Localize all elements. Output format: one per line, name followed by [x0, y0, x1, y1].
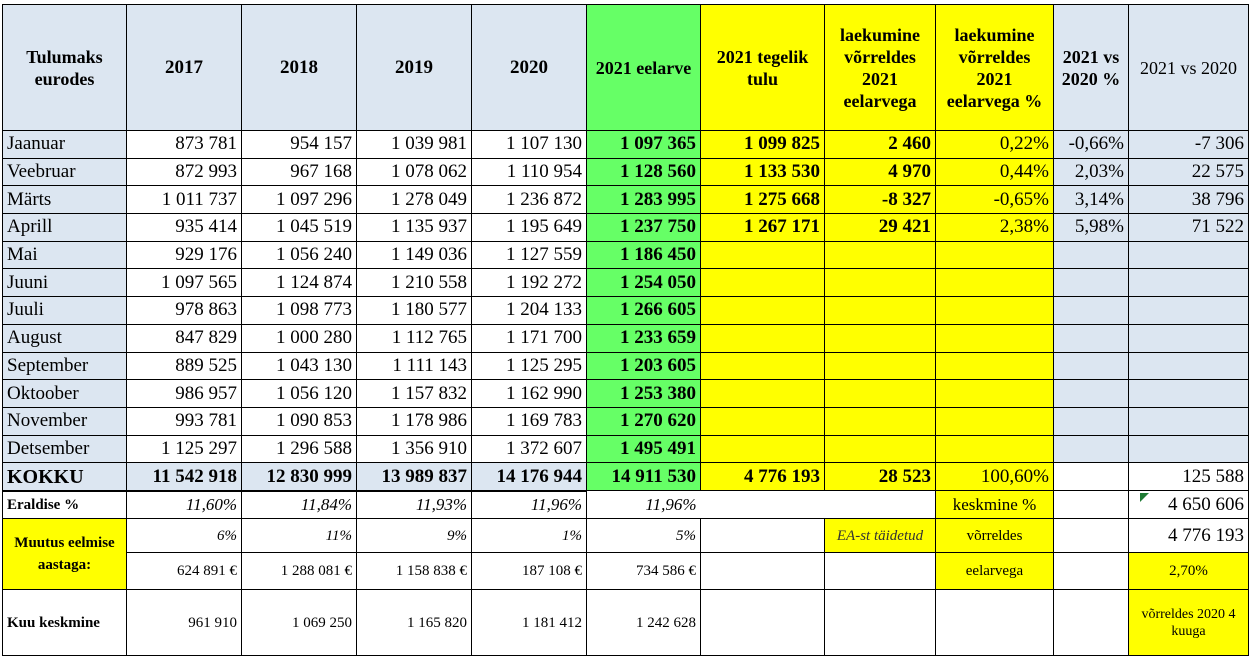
value-2019[interactable]: 1 149 036 — [357, 241, 472, 269]
value-2018[interactable]: 1 043 130 — [242, 352, 357, 380]
total-row — [3, 463, 1249, 491]
value-vs2020[interactable]: 38 796 — [1129, 186, 1249, 214]
value-2018[interactable]: 1 056 120 — [242, 380, 357, 408]
average-empty-2[interactable] — [825, 590, 936, 656]
average-budget[interactable]: 1 242 628 — [587, 590, 701, 656]
share-2018[interactable]: 11,84% — [242, 491, 357, 519]
value-2020[interactable]: 1 110 954 — [472, 158, 587, 186]
value-actual-2021[interactable] — [701, 269, 825, 297]
month-name[interactable]: Aprill — [3, 214, 127, 242]
average-2019[interactable]: 1 165 820 — [357, 590, 472, 656]
table-row — [3, 186, 1249, 214]
value-2017[interactable]: 847 829 — [127, 324, 242, 352]
value-2017[interactable]: 978 863 — [127, 297, 242, 325]
value-diff-pct[interactable]: 0,22% — [936, 131, 1054, 159]
share-row — [3, 491, 1249, 519]
value-vs2020-pct[interactable] — [1054, 241, 1129, 269]
value-actual-2021[interactable] — [701, 352, 825, 380]
value-vs2020[interactable] — [1129, 269, 1249, 297]
month-name[interactable]: Jaanuar — [3, 131, 127, 159]
header-budget-2021[interactable]: 2021 eelarve — [587, 5, 701, 131]
value-2020[interactable]: 1 169 783 — [472, 407, 587, 435]
value-diff[interactable] — [825, 297, 936, 325]
header-diff[interactable]: laekumine võrreldes 2021 eelarvega — [825, 5, 936, 131]
total-vs[interactable]: 125 588 — [1129, 463, 1249, 491]
avg-pct-label-3[interactable]: eelarvega — [936, 553, 1054, 590]
month-name[interactable]: September — [3, 352, 127, 380]
total-2018[interactable]: 12 830 999 — [242, 463, 357, 491]
change-pct-budget[interactable]: 5% — [587, 519, 701, 553]
value-2019[interactable]: 1 210 558 — [357, 269, 472, 297]
share-side-value[interactable]: 4 650 606 — [1129, 491, 1249, 519]
value-vs2020-pct[interactable] — [1054, 352, 1129, 380]
avg-pct-label-1[interactable]: keskmine % — [936, 491, 1054, 519]
value-2017[interactable]: 935 414 — [127, 214, 242, 242]
value-vs2020[interactable]: 71 522 — [1129, 214, 1249, 242]
table-row — [3, 158, 1249, 186]
share-empty-2[interactable] — [825, 491, 936, 519]
avg-pct-label-2[interactable]: võrreldes — [936, 519, 1054, 553]
value-diff[interactable]: 29 421 — [825, 214, 936, 242]
table-row — [3, 214, 1249, 242]
total-vs-pct[interactable] — [1054, 463, 1129, 491]
value-budget-2021[interactable]: 1 237 750 — [587, 214, 701, 242]
value-diff-pct[interactable] — [936, 407, 1054, 435]
value-2017[interactable]: 986 957 — [127, 380, 242, 408]
month-name[interactable]: Märts — [3, 186, 127, 214]
header-2018[interactable]: 2018 — [242, 5, 357, 131]
value-vs2020-pct[interactable]: -0,66% — [1054, 131, 1129, 159]
value-budget-2021[interactable]: 1 254 050 — [587, 269, 701, 297]
total-2017[interactable]: 11 542 918 — [127, 463, 242, 491]
value-budget-2021[interactable]: 1 266 605 — [587, 297, 701, 325]
value-2018[interactable]: 967 168 — [242, 158, 357, 186]
change-side-value[interactable]: 4 776 193 — [1129, 519, 1249, 553]
table-row — [3, 269, 1249, 297]
value-2020[interactable]: 1 125 295 — [472, 352, 587, 380]
value-actual-2021[interactable] — [701, 241, 825, 269]
value-vs2020-pct[interactable] — [1054, 269, 1129, 297]
value-vs2020-pct[interactable]: 3,14% — [1054, 186, 1129, 214]
value-actual-2021[interactable] — [701, 435, 825, 463]
value-vs2020-pct[interactable]: 5,98% — [1054, 214, 1129, 242]
value-2017[interactable]: 889 525 — [127, 352, 242, 380]
value-budget-2021[interactable]: 1 233 659 — [587, 324, 701, 352]
value-2019[interactable]: 1 135 937 — [357, 214, 472, 242]
value-vs2020-pct[interactable] — [1054, 380, 1129, 408]
change-eur-budget[interactable]: 734 586 € — [587, 553, 701, 590]
value-2019[interactable]: 1 178 986 — [357, 407, 472, 435]
value-vs2020[interactable]: 22 575 — [1129, 158, 1249, 186]
header-vs2020[interactable]: 2021 vs 2020 — [1129, 5, 1249, 131]
change-eur-2017[interactable]: 624 891 € — [127, 553, 242, 590]
value-diff[interactable] — [825, 407, 936, 435]
value-budget-2021[interactable]: 1 495 491 — [587, 435, 701, 463]
average-2020[interactable]: 1 181 412 — [472, 590, 587, 656]
value-2019[interactable]: 1 112 765 — [357, 324, 472, 352]
change-side-pct[interactable]: 2,70% — [1129, 553, 1249, 590]
value-vs2020[interactable] — [1129, 435, 1249, 463]
value-actual-2021[interactable] — [701, 297, 825, 325]
value-2018[interactable]: 1 296 588 — [242, 435, 357, 463]
average-empty-1[interactable] — [701, 590, 825, 656]
month-name[interactable]: August — [3, 324, 127, 352]
total-actual[interactable]: 4 776 193 — [701, 463, 825, 491]
change-empty-2[interactable] — [1054, 519, 1129, 553]
value-diff[interactable] — [825, 324, 936, 352]
average-2017[interactable]: 961 910 — [127, 590, 242, 656]
header-2019[interactable]: 2019 — [357, 5, 472, 131]
value-diff-pct[interactable] — [936, 297, 1054, 325]
header-label[interactable]: Tulumaks eurodes — [3, 5, 127, 131]
value-vs2020[interactable] — [1129, 241, 1249, 269]
change-pct-2020[interactable]: 1% — [472, 519, 587, 553]
comment-indicator-icon — [1140, 493, 1149, 502]
change-pct-row — [3, 519, 1249, 553]
change-empty-1[interactable] — [701, 519, 825, 553]
table-row — [3, 352, 1249, 380]
value-2019[interactable]: 1 278 049 — [357, 186, 472, 214]
value-2020[interactable]: 1 192 272 — [472, 269, 587, 297]
value-diff[interactable] — [825, 269, 936, 297]
value-vs2020-pct[interactable] — [1054, 324, 1129, 352]
value-diff[interactable] — [825, 241, 936, 269]
total-diff[interactable]: 28 523 — [825, 463, 936, 491]
month-name[interactable]: Mai — [3, 241, 127, 269]
value-diff[interactable]: -8 327 — [825, 186, 936, 214]
value-vs2020[interactable]: -7 306 — [1129, 131, 1249, 159]
month-name[interactable]: Juuni — [3, 269, 127, 297]
value-2018[interactable]: 1 000 280 — [242, 324, 357, 352]
share-2017[interactable]: 11,60% — [127, 491, 242, 519]
share-empty-1[interactable] — [701, 491, 825, 519]
value-2017[interactable]: 993 781 — [127, 407, 242, 435]
value-actual-2021[interactable] — [701, 407, 825, 435]
value-2020[interactable]: 1 127 559 — [472, 241, 587, 269]
value-diff[interactable]: 4 970 — [825, 158, 936, 186]
total-2019[interactable]: 13 989 837 — [357, 463, 472, 491]
header-vs2020-pct[interactable]: 2021 vs 2020 % — [1054, 5, 1129, 131]
change-eur-2018[interactable]: 1 288 081 € — [242, 553, 357, 590]
value-diff[interactable] — [825, 380, 936, 408]
month-name[interactable]: Juuli — [3, 297, 127, 325]
average-label[interactable]: Kuu keskmine — [3, 590, 127, 656]
value-vs2020[interactable] — [1129, 352, 1249, 380]
month-name[interactable]: Oktoober — [3, 380, 127, 408]
value-2018[interactable]: 1 090 853 — [242, 407, 357, 435]
value-2020[interactable]: 1 195 649 — [472, 214, 587, 242]
value-2019[interactable]: 1 111 143 — [357, 352, 472, 380]
value-2017[interactable]: 1 097 565 — [127, 269, 242, 297]
total-2020[interactable]: 14 176 944 — [472, 463, 587, 491]
value-diff-pct[interactable] — [936, 380, 1054, 408]
change-pct-2018[interactable]: 11% — [242, 519, 357, 553]
change-pct-2019[interactable]: 9% — [357, 519, 472, 553]
change-note[interactable]: EA-st täidetud — [825, 519, 936, 553]
value-2020[interactable]: 1 171 700 — [472, 324, 587, 352]
share-empty-3[interactable] — [1054, 491, 1129, 519]
share-2019[interactable]: 11,93% — [357, 491, 472, 519]
value-vs2020-pct[interactable] — [1054, 435, 1129, 463]
value-budget-2021[interactable]: 1 097 365 — [587, 131, 701, 159]
average-2018[interactable]: 1 069 250 — [242, 590, 357, 656]
change-eur-2019[interactable]: 1 158 838 € — [357, 553, 472, 590]
table-row — [3, 324, 1249, 352]
value-vs2020[interactable] — [1129, 407, 1249, 435]
change-eur-empty-2[interactable] — [825, 553, 936, 590]
value-2018[interactable]: 954 157 — [242, 131, 357, 159]
value-diff-pct[interactable] — [936, 241, 1054, 269]
value-diff-pct[interactable] — [936, 352, 1054, 380]
share-2020[interactable]: 11,96% — [472, 491, 587, 519]
value-2019[interactable]: 1 356 910 — [357, 435, 472, 463]
month-name[interactable]: Detsember — [3, 435, 127, 463]
change-eur-empty-1[interactable] — [701, 553, 825, 590]
average-row — [3, 590, 1249, 656]
value-vs2020-pct[interactable] — [1054, 297, 1129, 325]
value-2019[interactable]: 1 157 832 — [357, 380, 472, 408]
value-2020[interactable]: 1 372 607 — [472, 435, 587, 463]
value-actual-2021[interactable] — [701, 324, 825, 352]
value-diff-pct[interactable]: 2,38% — [936, 214, 1054, 242]
header-2017[interactable]: 2017 — [127, 5, 242, 131]
value-2019[interactable]: 1 078 062 — [357, 158, 472, 186]
value-budget-2021[interactable]: 1 283 995 — [587, 186, 701, 214]
total-label[interactable]: KOKKU — [3, 463, 127, 491]
value-diff-pct[interactable] — [936, 269, 1054, 297]
value-2018[interactable]: 1 124 874 — [242, 269, 357, 297]
income-tax-table — [2, 4, 1249, 656]
table-row — [3, 297, 1249, 325]
value-2018[interactable]: 1 045 519 — [242, 214, 357, 242]
month-name[interactable]: November — [3, 407, 127, 435]
value-diff[interactable] — [825, 352, 936, 380]
value-diff[interactable] — [825, 435, 936, 463]
value-actual-2021[interactable]: 1 099 825 — [701, 131, 825, 159]
value-2017[interactable]: 872 993 — [127, 158, 242, 186]
table-row — [3, 407, 1249, 435]
value-budget-2021[interactable]: 1 186 450 — [587, 241, 701, 269]
value-diff[interactable]: 2 460 — [825, 131, 936, 159]
table-row — [3, 241, 1249, 269]
value-budget-2021[interactable]: 1 253 380 — [587, 380, 701, 408]
value-actual-2021[interactable] — [701, 380, 825, 408]
average-empty-4[interactable] — [1054, 590, 1129, 656]
value-actual-2021[interactable]: 1 133 530 — [701, 158, 825, 186]
value-2017[interactable]: 929 176 — [127, 241, 242, 269]
value-2018[interactable]: 1 056 240 — [242, 241, 357, 269]
value-vs2020[interactable] — [1129, 324, 1249, 352]
change-eur-2020[interactable]: 187 108 € — [472, 553, 587, 590]
change-eur-empty-3[interactable] — [1054, 553, 1129, 590]
month-name[interactable]: Veebruar — [3, 158, 127, 186]
header-row — [3, 5, 1249, 131]
table-row — [3, 131, 1249, 159]
change-pct-2017[interactable]: 6% — [127, 519, 242, 553]
value-2017[interactable]: 1 011 737 — [127, 186, 242, 214]
value-2019[interactable]: 1 039 981 — [357, 131, 472, 159]
total-budget[interactable]: 14 911 530 — [587, 463, 701, 491]
value-budget-2021[interactable]: 1 203 605 — [587, 352, 701, 380]
total-diff-pct[interactable]: 100,60% — [936, 463, 1054, 491]
value-2017[interactable]: 1 125 297 — [127, 435, 242, 463]
value-diff-pct[interactable]: -0,65% — [936, 186, 1054, 214]
value-2020[interactable]: 1 107 130 — [472, 131, 587, 159]
value-vs2020[interactable] — [1129, 297, 1249, 325]
table-row — [3, 380, 1249, 408]
value-diff-pct[interactable]: 0,44% — [936, 158, 1054, 186]
value-budget-2021[interactable]: 1 128 560 — [587, 158, 701, 186]
value-2018[interactable]: 1 098 773 — [242, 297, 357, 325]
share-budget[interactable]: 11,96% — [587, 491, 701, 519]
value-2017[interactable]: 873 781 — [127, 131, 242, 159]
value-budget-2021[interactable]: 1 270 620 — [587, 407, 701, 435]
header-diff-pct[interactable]: laekumine võrreldes 2021 eelarvega % — [936, 5, 1054, 131]
value-2020[interactable]: 1 236 872 — [472, 186, 587, 214]
average-side-note[interactable]: võrreldes 2020 4 kuuga — [1129, 590, 1249, 656]
header-2020[interactable]: 2020 — [472, 5, 587, 131]
value-vs2020-pct[interactable]: 2,03% — [1054, 158, 1129, 186]
value-2020[interactable]: 1 162 990 — [472, 380, 587, 408]
share-label[interactable]: Eraldise % — [3, 491, 127, 519]
value-2018[interactable]: 1 097 296 — [242, 186, 357, 214]
value-2019[interactable]: 1 180 577 — [357, 297, 472, 325]
value-diff-pct[interactable] — [936, 324, 1054, 352]
value-2020[interactable]: 1 204 133 — [472, 297, 587, 325]
value-vs2020-pct[interactable] — [1054, 407, 1129, 435]
table-row — [3, 435, 1249, 463]
value-actual-2021[interactable]: 1 275 668 — [701, 186, 825, 214]
change-label[interactable]: Muutus eelmise aastaga: — [3, 519, 127, 590]
value-diff-pct[interactable] — [936, 435, 1054, 463]
value-vs2020[interactable] — [1129, 380, 1249, 408]
change-eur-row — [3, 553, 1249, 590]
header-actual-2021[interactable]: 2021 tegelik tulu — [701, 5, 825, 131]
value-actual-2021[interactable]: 1 267 171 — [701, 214, 825, 242]
average-empty-3[interactable] — [936, 590, 1054, 656]
